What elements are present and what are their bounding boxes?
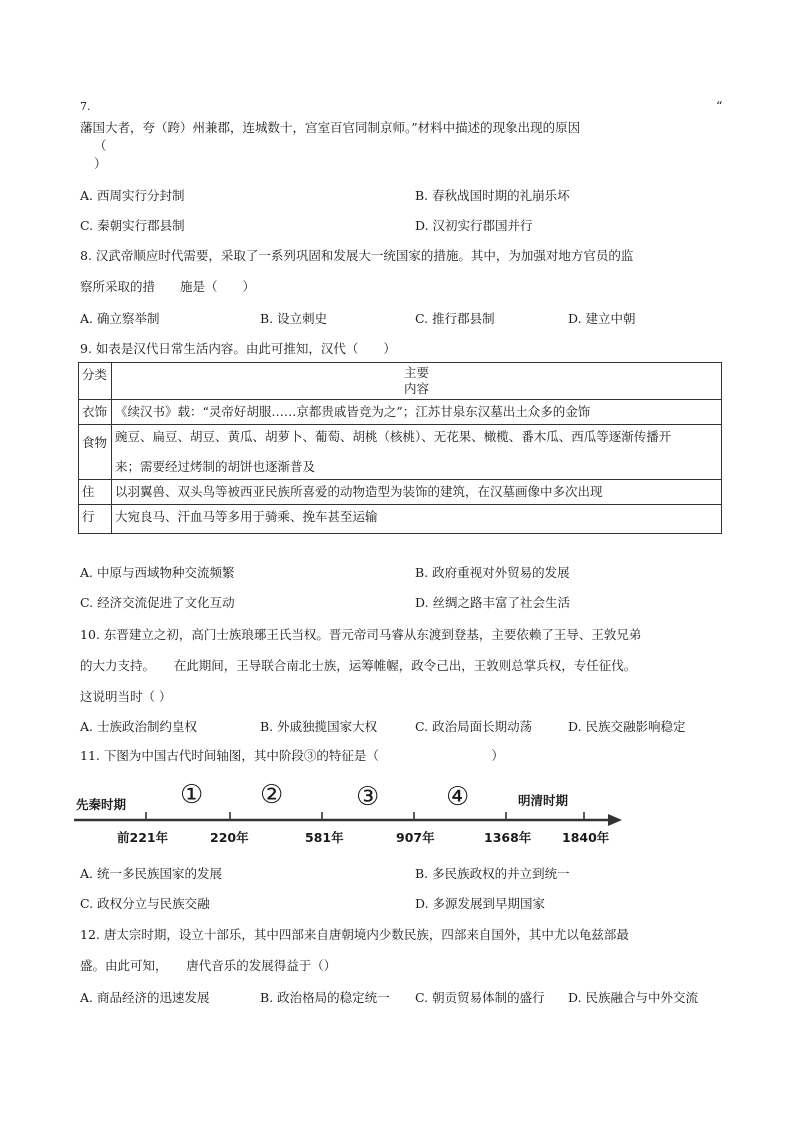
q12-option-b: B. 政治格局的稳定统一 (260, 990, 390, 1005)
q7-option-b: B. 春秋战国时期的礼崩乐坏 (415, 188, 570, 203)
timeline-tick-label: 1368年 (484, 830, 532, 845)
q9-stem: 9. 如表是汉代日常生活内容。由此可推知，汉代（ ） (80, 341, 396, 356)
q7-paren-open: （ (94, 138, 107, 153)
timeline-tick-label: 907年 (396, 830, 435, 845)
q12-option-a: A. 商品经济的迅速发展 (80, 990, 210, 1005)
q11-option-d: D. 多源发展到早期国家 (415, 896, 546, 911)
q8-option-d: D. 建立中朝 (568, 311, 636, 326)
q8-stem-line1: 8. 汉武帝顺应时代需要，采取了一系列巩固和发展大一统国家的措施。其中，为加强对地方官员的监 (80, 248, 634, 263)
q12-stem-line2: 盛。由此可知， 唐代音乐的发展得益于（） (80, 958, 337, 973)
q10-option-c: C. 政治局面长期动荡 (415, 719, 533, 734)
q12-stem-line1: 12. 唐太宗时期，设立十部乐，其中四部来自唐朝境内少数民族，四部来自国外，其中尤以龟兹部最 (80, 927, 629, 942)
table-cell-category: 行 (79, 505, 112, 534)
timeline-tick-label: 前221年 (117, 830, 169, 845)
q7-number: 7. (80, 100, 91, 113)
q10-stem-line2: 的大力支持。 在此期间，王导联合南北士族，运筹帷幄，政令己出，王敦则总掌兵权，专任征伐。 (80, 658, 637, 673)
q7-option-d: D. 汉初实行郡国并行 (415, 218, 533, 233)
q9-option-b: B. 政府重视对外贸易的发展 (415, 565, 570, 580)
q8-option-a: A. 确立察举制 (80, 311, 160, 326)
table-cell-content: 大宛良马、汗血马等多用于骑乘、挽车甚至运输 (112, 505, 722, 534)
table-header-category: 分类 (79, 363, 112, 400)
table-cell-content-line2: 来；需要经过烤制的胡饼也逐渐普及 (115, 459, 316, 474)
q11-option-c: C. 政权分立与民族交融 (80, 896, 210, 911)
q10-option-b: B. 外戚独揽国家大权 (260, 719, 378, 734)
q10-option-a: A. 士族政治制约皇权 (80, 719, 197, 734)
table-header-content-line1: 主要 (403, 365, 429, 380)
timeline-tick-label: 220年 (210, 830, 249, 845)
timeline-tick-label: 1840年 (562, 830, 610, 845)
table-cell-category: 住 (79, 480, 112, 505)
table-cell-content (112, 425, 722, 480)
q8-option-c: C. 推行郡县制 (415, 311, 495, 326)
q7-quote-mark: “ (716, 98, 723, 113)
timeline-tick-label: 581年 (305, 830, 344, 845)
q7-option-a: A. 西周实行分封制 (80, 188, 185, 203)
timeline-right-label: 明清时期 (518, 793, 569, 808)
q11-stem: 11. 下图为中国古代时间轴图，其中阶段③的特征是（ ） (80, 748, 504, 763)
table-cell-content: 以羽翼兽、双头鸟等被西亚民族所喜爱的动物造型为装饰的建筑，在汉墓画像中多次出现 (112, 480, 722, 505)
q9-option-d: D. 丝绸之路丰富了社会生活 (415, 595, 571, 610)
q10-option-d: D. 民族交融影响稳定 (568, 719, 686, 734)
q9-option-a: A. 中原与西域物种交流频繁 (80, 565, 235, 580)
timeline-stage-4: ④ (446, 782, 470, 812)
q8-option-b: B. 设立刺史 (260, 311, 328, 326)
table-row (79, 400, 722, 425)
table-cell-content-line1: 豌豆、扁豆、胡豆、黄瓜、胡萝卜、葡萄、胡桃（核桃）、无花果、橄榄、番木瓜、西瓜等逐渐传播开 (115, 429, 672, 444)
timeline-stage-2: ② (260, 780, 284, 810)
q12-option-d: D. 民族融合与中外交流 (568, 990, 699, 1005)
table-row (79, 505, 722, 534)
table-header-content (112, 363, 722, 400)
q11-option-a: A. 统一多民族国家的发展 (80, 866, 222, 881)
table-header-content-line2: 内容 (403, 381, 429, 396)
table-row (79, 425, 722, 480)
q7-option-c: C. 秦朝实行郡县制 (80, 218, 185, 233)
q10-stem-line3: 这说明当时（ ） (80, 689, 172, 704)
table-cell-content: 《续汉书》载：“灵帝好胡服……京都贵戚皆竞为之”；江苏甘泉东汉墓出土众多的金饰 (112, 400, 722, 425)
table-cell-category: 食物 (79, 425, 112, 480)
q9-table (78, 362, 722, 534)
q12-option-c: C. 朝贡贸易体制的盛行 (415, 990, 545, 1005)
timeline-left-label: 先秦时期 (76, 797, 127, 812)
table-header-row (79, 363, 722, 400)
timeline-stage-1: ① (180, 780, 204, 810)
q11-option-b: B. 多民族政权的并立到统一 (415, 866, 570, 881)
timeline-stage-3: ③ (356, 782, 380, 812)
q8-stem-line2: 察所采取的措 施是（ ） (80, 279, 256, 294)
q9-option-c: C. 经济交流促进了文化互动 (80, 595, 235, 610)
q7-paren-close: ） (94, 156, 107, 171)
table-cell-category: 衣饰 (79, 400, 112, 425)
q10-stem-line1: 10. 东晋建立之初，高门士族琅琊王氏当权。晋元帝司马睿从东渡到登基，主要依赖了王导、王敦兄弟 (80, 627, 642, 642)
table-row (79, 480, 722, 505)
q7-stem: 藩国大者，夸（跨）州兼郡，连城数十，宫室百官同制京师。”材料中描述的现象出现的原因 (80, 120, 581, 135)
